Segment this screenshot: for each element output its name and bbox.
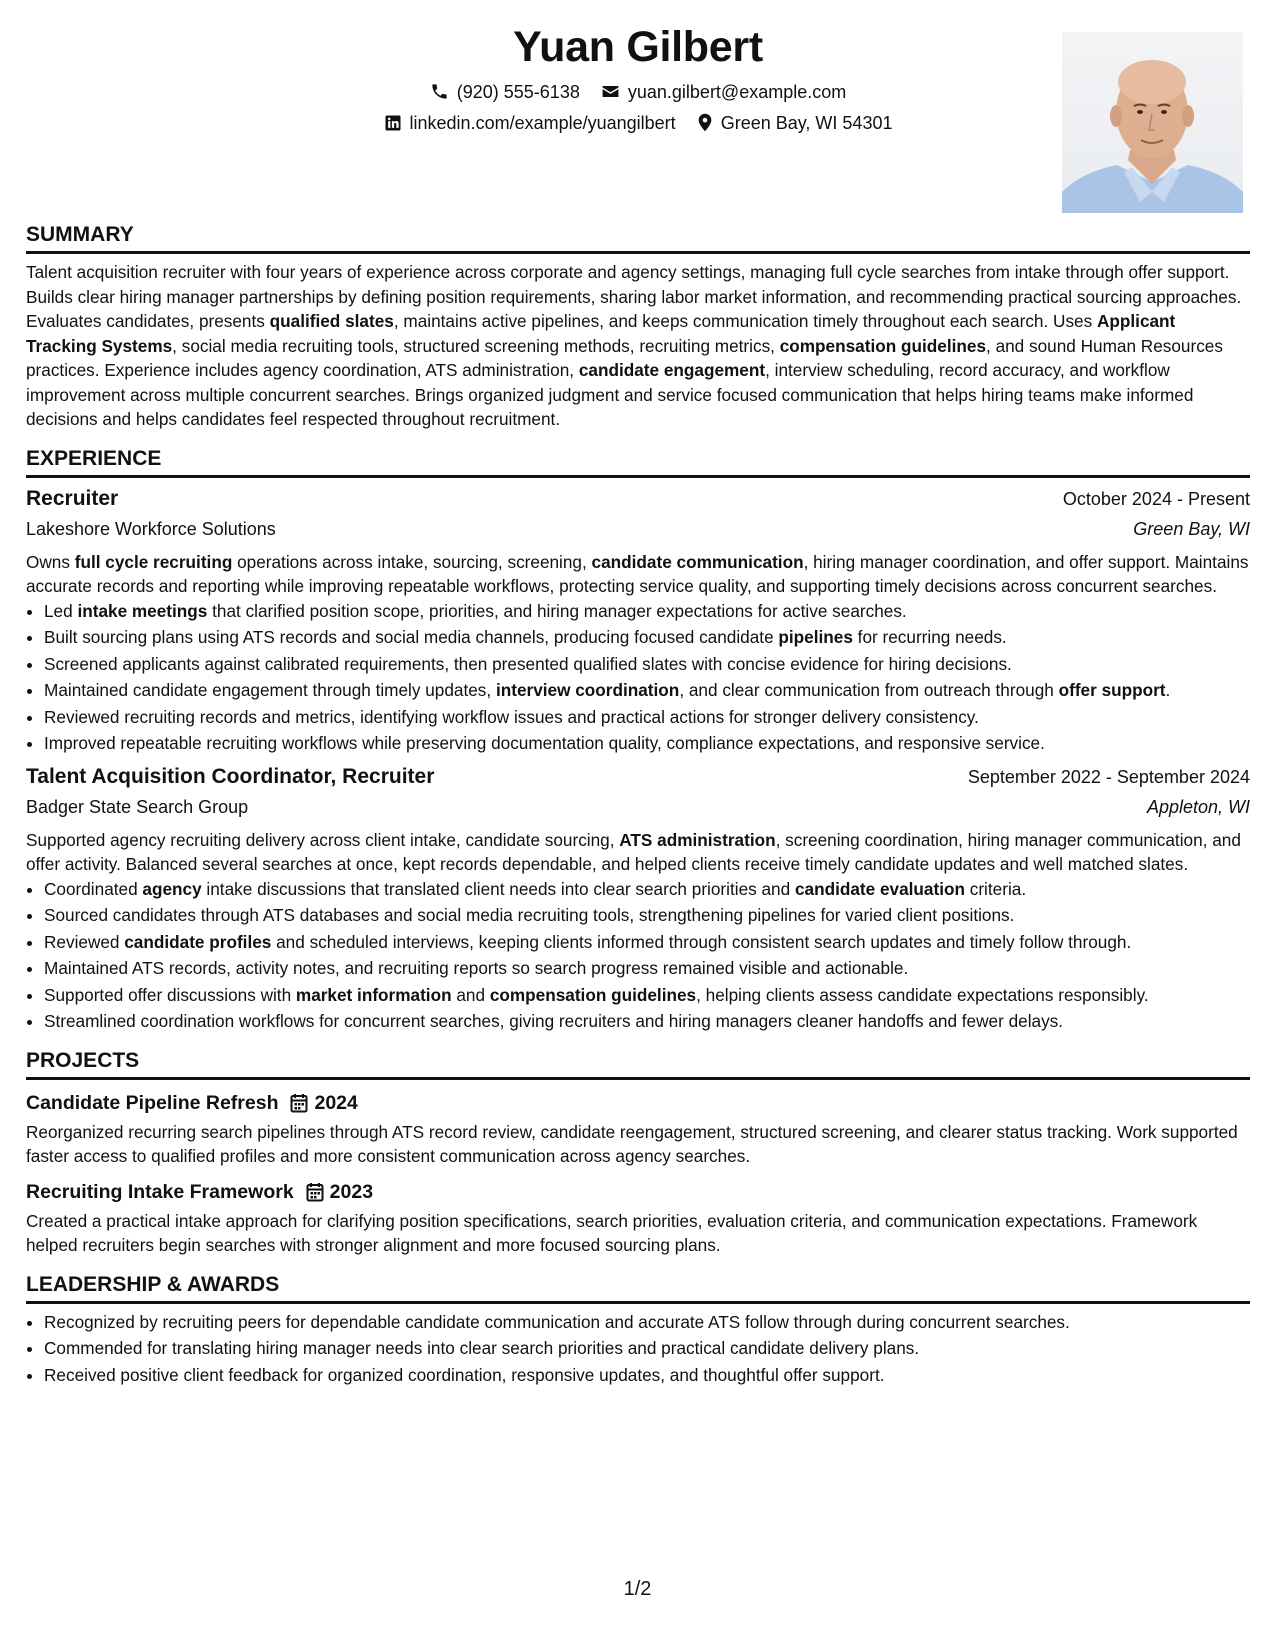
job-bullets (26, 877, 1250, 1034)
map-pin-icon (697, 113, 721, 133)
list-item: • Maintained candidate engagement through timely updates, interview coordination, and clear communication from outreach through offer support. (44, 678, 1250, 703)
linkedin-icon (384, 113, 410, 133)
bold-keyword: interview coordination (495, 680, 680, 700)
resume-page (26, 0, 1250, 1389)
email-contact[interactable] (601, 81, 846, 103)
summary-title: SUMMARY (26, 222, 1250, 254)
job-company: Badger State Search Group (26, 796, 249, 817)
experience-title: EXPERIENCE (26, 446, 1250, 478)
project-entry (26, 1177, 1250, 1258)
experience-section (26, 446, 1250, 1034)
resume-header (26, 0, 1250, 222)
project-text: Created a practical intake approach for clarifying position specifications, search priorities, evaluation criteria, and communication expectations. Framework helped recruiters begin searches with stronger alignment and more focused sourcing plans. (26, 1210, 1198, 1255)
leadership-section (26, 1272, 1250, 1388)
job-title: Recruiter (26, 486, 119, 510)
list-item: • Led intake meetings that clarified position scope, priorities, and hiring manager expectations for active searches. (44, 599, 1250, 624)
bold-keyword: candidate engagement (578, 360, 766, 380)
calendar-icon (290, 1093, 308, 1113)
bold-keyword: qualified slates (269, 311, 394, 331)
project-text: Reorganized recurring search pipelines through ATS record review, candidate reengagement, structured screening, and clearer status tracking. Work supported faster access to qualified profiles and more consistent communication across agency searches. (26, 1121, 1238, 1166)
list-item: • Maintained ATS records, activity notes, and recruiting reports so search progress remained visible and actionable. (44, 956, 1250, 981)
bold-keyword: agency (142, 878, 202, 899)
bold-keyword: full cycle recruiting (74, 551, 233, 572)
job-dates: September 2022 - September 2024 (967, 766, 1250, 787)
job-location: Appleton, WI (1146, 796, 1250, 817)
bold-keyword: Applicant Tracking Systems (26, 311, 1176, 356)
job-location: Green Bay, WI (1133, 518, 1250, 539)
bold-keyword: ATS administration (619, 829, 776, 850)
bold-keyword: offer support (1058, 680, 1166, 700)
job-dates: October 2024 - Present (1062, 488, 1250, 509)
page-number: 1/2 (623, 1578, 652, 1600)
projects-title: PROJECTS (26, 1048, 1250, 1080)
job-summary: Owns full cycle recruiting operations across intake, sourcing, screening, candidate communication, hiring manager coordination, and offer support. Maintains accurate records and reporting while improving repeatable workflows, protecting service quality, and supporting timely decisions across concurrent searches. (26, 551, 1249, 596)
summary-text: Talent acquisition recruiter with four years of experience across corporate and agency settings, managing full cycle searches from intake through offer support. Builds clear hiring manager partnerships by defining position requirements, sharing labor market information, and recommending practical sourcing approaches. Evaluates candidates, presents qualified slates, maintains active pipelines, and keeps communication timely throughout each search. Uses Applicant Tracking Systems, social media recruiting tools, structured screening methods, recruiting metrics, compensation guidelines, and sound Human Resources practices. Experience includes agency coordination, ATS administration, candidate engagement, interview scheduling, record accuracy, and workflow improvement across multiple concurrent searches. Brings organized judgment and service focused communication that helps hiring teams make informed decisions and helps candidates feel respected throughout recruitment. (26, 262, 1242, 429)
list-item: • Reviewed recruiting records and metrics, identifying workflow issues and practical actions for stronger delivery consistency. (44, 705, 1250, 730)
list-item: • Received positive client feedback for organized coordination, responsive updates, and thoughtful offer support. (44, 1363, 1250, 1388)
phone-contact[interactable] (430, 81, 580, 103)
list-item: • Commended for translating hiring manager needs into clear search priorities and practical candidate delivery plans. (44, 1336, 1250, 1361)
job-entry (26, 762, 1250, 1034)
email-text: yuan.gilbert@example.com (627, 82, 847, 102)
project-entry (26, 1088, 1250, 1169)
list-item: • Coordinated agency intake discussions that translated client needs into clear search priorities and candidate evaluation criteria. (44, 877, 1250, 902)
bold-keyword: market information (295, 984, 452, 1005)
projects-section (26, 1048, 1250, 1258)
job-bullets (26, 599, 1250, 756)
list-item: • Built sourcing plans using ATS records and social media channels, producing focused candidate pipelines for recurring needs. (44, 625, 1250, 650)
bold-keyword: pipelines (778, 627, 853, 647)
job-title: Talent Acquisition Coordinator, Recruiter (26, 764, 435, 788)
profile-photo (1062, 32, 1243, 213)
phone-icon (430, 82, 457, 102)
list-item: • Sourced candidates through ATS databases and social media recruiting tools, strengthening pipelines for varied client positions. (44, 903, 1250, 928)
bold-keyword: intake meetings (77, 600, 208, 621)
location-text: Green Bay, WI 54301 (720, 113, 893, 133)
job-entry (26, 484, 1250, 756)
project-year: 2024 (314, 1091, 358, 1114)
bold-keyword: candidate profiles (124, 931, 272, 952)
bold-keyword: compensation guidelines (779, 335, 987, 356)
linkedin-contact[interactable] (384, 112, 676, 134)
leadership-title: LEADERSHIP & AWARDS (26, 1272, 1250, 1304)
project-year: 2023 (329, 1180, 374, 1203)
job-company: Lakeshore Workforce Solutions (26, 518, 276, 539)
linkedin-text: linkedin.com/example/yuangilbert (409, 113, 676, 133)
bold-keyword: candidate communication (591, 551, 804, 572)
list-item: • Supported offer discussions with market information and compensation guidelines, helping clients assess candidate expectations responsibly. (44, 983, 1250, 1008)
bold-keyword: compensation guidelines (489, 984, 697, 1005)
list-item: • Recognized by recruiting peers for dependable candidate communication and accurate ATS follow through during concurrent searches. (44, 1310, 1250, 1335)
list-item: • Streamlined coordination workflows for concurrent searches, giving recruiters and hiring managers cleaner handoffs and fewer delays. (44, 1009, 1250, 1034)
job-summary: Supported agency recruiting delivery across client intake, candidate sourcing, ATS administration, screening coordination, hiring manager communication, and offer activity. Balanced several searches at once, kept records dependable, and helped clients receive timely candidate updates and well matched slates. (26, 829, 1241, 874)
project-title: Candidate Pipeline Refresh (26, 1091, 279, 1114)
location-contact (697, 112, 893, 134)
list-item: • Screened applicants against calibrated requirements, then presented qualified slates with concise evidence for hiring decisions. (44, 652, 1250, 677)
phone-text: (920) 555-6138 (456, 82, 580, 102)
leadership-bullets (26, 1310, 1250, 1388)
envelope-icon (601, 82, 628, 102)
bold-keyword: candidate evaluation (794, 878, 965, 899)
list-item: • Improved repeatable recruiting workflows while preserving documentation quality, compliance expectations, and responsive service. (44, 731, 1250, 756)
calendar-icon (306, 1182, 324, 1202)
project-title: Recruiting Intake Framework (26, 1180, 294, 1203)
list-item: • Reviewed candidate profiles and scheduled interviews, keeping clients informed through consistent search updates and timely follow through. (44, 930, 1250, 955)
summary-section (26, 222, 1250, 432)
candidate-name: Yuan Gilbert (513, 23, 763, 71)
